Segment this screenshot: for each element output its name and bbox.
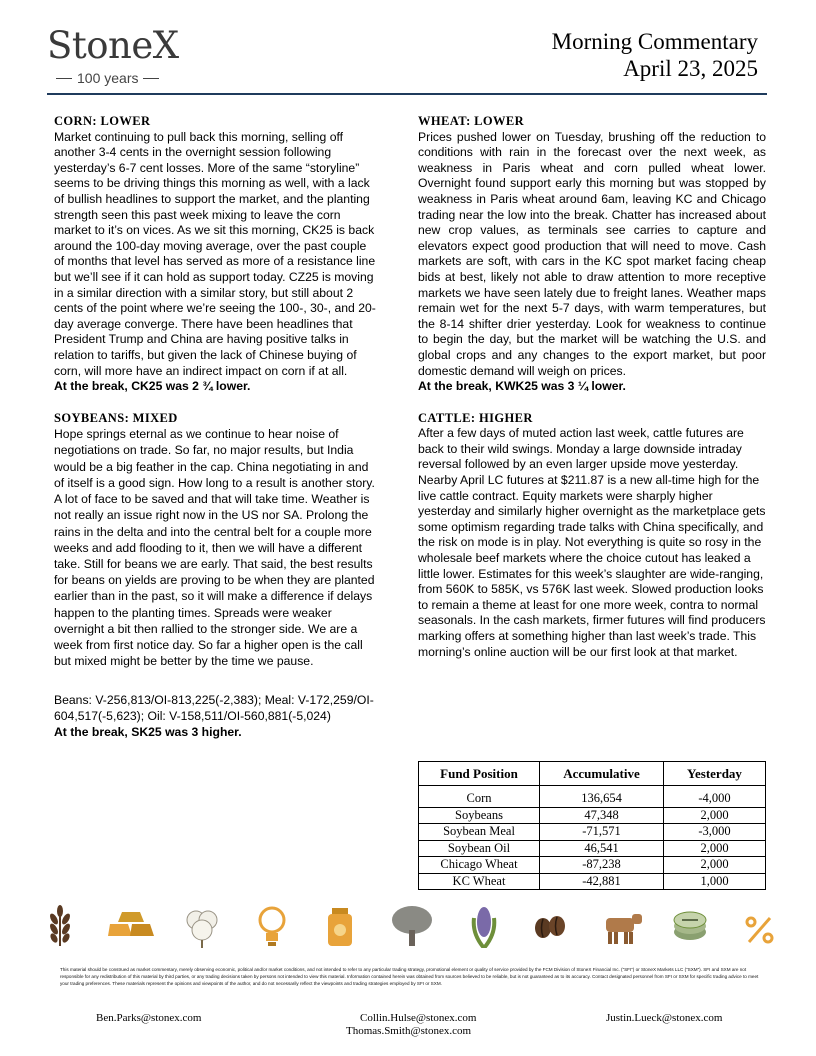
cattle-body: After a few days of muted action last week, cattle futures are back to their wild swings. Monday a large downside intraday reversal followed by an even larger upside move yesterday. Nearby April LC futures at $211.87 is a new all-time high for the live cattle contract. Equity markets were sharply higher yesterday and similarly higher overnight as the marketplace gets some optimism regarding trade talks with China specifically, and the risk on mode is in play. Not everything is quite so rosy in the wholesale beef markets where the choice cutout has leaked a little lower. Estimates for this week’s slaughter are wide-ranging, from 560K to 585K, vs 576K last week. Slowed production looks to remain a theme at least for one more week, contra to normal seasonals. In the cash markets, firmer futures will find producers marking offers at something higher than last week’s trade. This morning’s online auction will be our first look at that market. — [418, 426, 766, 659]
footer-email-center-second[interactable]: Thomas.Smith@stonex.com — [346, 1025, 472, 1037]
table-cell: 2,000 — [664, 807, 766, 824]
left-column — [54, 114, 378, 740]
table-header-cell: Accumulative — [540, 762, 664, 786]
table-cell: Chicago Wheat — [419, 857, 540, 874]
table-cell: -4,000 — [664, 786, 766, 808]
table-cell: 136,654 — [540, 786, 664, 808]
table-cell: -42,881 — [540, 873, 664, 890]
soybeans-volumes: Beans: V-256,813/OI-813,225(-2,383); Meal: V-172,259/OI-604,517(-5,623); Oil: V-158,511/OI-560,881(-5,024) — [54, 693, 374, 723]
table-header-cell: Fund Position — [419, 762, 540, 786]
cattle-heading: CATTLE: HIGHER — [418, 410, 533, 425]
footer-email-left[interactable]: Ben.Parks@stonex.com — [96, 1012, 202, 1024]
table-cell: -71,571 — [540, 824, 664, 841]
corn-heading: CORN: LOWER — [54, 114, 151, 128]
table-row — [419, 857, 766, 874]
cattle-icon — [598, 904, 644, 948]
wheat-body: Prices pushed lower on Tuesday, brushing off the reduction to conditions with rain in the forecast over the next week, as weakness in Paris wheat and corn pulled wheat lower. Overnight found support early this morning but was stopped by weakness in Paris wheat around 6am, leaving KC and Chicago trading near the low into the break. Chatter has increased about new crop values, as terminals see carries to capture and elevators expect good production that will need to move. Cash markets are soft, with cars in the KC spot market facing cheap bids at best, likely not able to draw attention to more receptive markets we have seen lately due to freight lanes. Weather maps remain wet for the next 5-7 days, with warm temperatures, but the 8-14 shifter drier yesterday. Look for weakness to continue to begin the day, but the market will be watching the U.S. and global crops and any changes to the export market, but poor domestic demand will weigh on prices. — [418, 129, 766, 378]
table-cell: Corn — [419, 786, 540, 808]
wheat-break: At the break, KWK25 was 3 ¼ lower. — [418, 379, 626, 394]
percent-icon — [740, 904, 780, 948]
logo-years-text: 100 years — [77, 70, 139, 86]
table-cell: 46,541 — [540, 840, 664, 857]
gold-bars-icon — [108, 904, 154, 948]
money-icon — [670, 904, 710, 948]
soybeans-break: At the break, SK25 was 3 higher. — [54, 724, 242, 739]
soybeans-body: Hope springs eternal as we continue to hear noise of negotiations on trade. So far, no major results, but India would be a big feather in the cap. China negotiating in and of itself is a good sign. How long to a result is another story. A lot of face to be saved and that will take time. Weather is not really an issue right now in the US nor SA. Prolong the rains in the delta and into the central belt for a couple more weeks and add flooding to it, then we will have a different take. Still for beans we are early. That said, the best results for beans on yields are proving to be when they are planted earlier than in the past, so it will make a difference if delays happen to the planting times. Spreads were weaker overnight a bit then rallied to the stronger side. We are a week from first notice day. So far a higher open is the call but mixed might be better by the time we pause. — [54, 427, 375, 669]
legal-disclaimer: This material should be construed as market commentary, merely observing economic, political and/or market conditions, and not intended to refer to any particular trading strategy, promotional element or quality of service provided by the FCM Division of StoneX Financial Inc. (“SFI”) or StoneX Markets LLC (“SXM”). SFI and SXM are not responsible for any redistribution of this material by third parties, or any trading decisions taken by persons not intended to view this material. Information contained herein was obtained from sources believed to be reliable, but is not guaranteed as to its accuracy. Contact designated personnel from SFI or SXM for specific trading advice to meet your trading preferences. These materials represent the opinions and viewpoints of the author, and do not necessarily reflect the viewpoints and trading strategies employed by SFI or SXM. — [60, 967, 759, 986]
header-divider — [47, 93, 767, 95]
lightbulb-icon — [252, 904, 292, 948]
table-cell: Soybeans — [419, 807, 540, 824]
corn-break: At the break, CK25 was 2 ¾ lower. — [54, 379, 251, 394]
table-cell: 2,000 — [664, 857, 766, 874]
tree-icon — [390, 904, 434, 948]
table-row — [419, 824, 766, 841]
wheat-icon — [40, 904, 80, 948]
wheat-heading: WHEAT: LOWER — [418, 114, 525, 128]
footer-email-center[interactable]: Collin.Hulse@stonex.com — [360, 1012, 477, 1024]
table-cell: -87,238 — [540, 857, 664, 874]
table-cell: Soybean Oil — [419, 840, 540, 857]
honey-jar-icon — [320, 904, 360, 948]
logo-tagline — [51, 70, 179, 86]
table-cell: -3,000 — [664, 824, 766, 841]
table-cell: 1,000 — [664, 873, 766, 890]
table-row — [419, 840, 766, 857]
cotton-icon — [182, 904, 222, 948]
soybeans-heading: SOYBEANS: MIXED — [54, 410, 178, 425]
corn-icon — [464, 904, 504, 948]
logo-name: StoneX — [47, 24, 179, 67]
table-row — [419, 786, 766, 808]
page-title: Morning Commentary — [551, 29, 758, 54]
table-cell: KC Wheat — [419, 873, 540, 890]
table-header-row — [419, 762, 766, 786]
table-row — [419, 873, 766, 890]
table-header-cell: Yesterday — [664, 762, 766, 786]
table-cell: 2,000 — [664, 840, 766, 857]
fund-position-table — [418, 761, 766, 890]
table-row — [419, 807, 766, 824]
stonex-logo — [47, 24, 207, 86]
table-cell: 47,348 — [540, 807, 664, 824]
footer-email-right[interactable]: Justin.Lueck@stonex.com — [606, 1012, 723, 1024]
corn-body: Market continuing to pull back this morning, selling off another 3-4 cents in the overnight session following yesterday’s 6-7 cent losses. More of the same “storyline” seems to be driving things this morning as well, with a lack of bullish headlines to support the market, and the planting strength seen this past week mixing to leave the corn market to it’s on vices. As we sit this morning, CK25 is back around the 100-day moving average, over the past couple of months that level has served as more of a resistance line but we’ll see if it can hold as support today. CZ25 is moving in a similar direction with a similar story, but still about 2 cents of the point where we’re seeing the 100-, 30-, and 20-day average converge. There have been headlines that President Trump and China are having positive talks in relation to tariffs, but given the lack of Chinese buying of corn, will more have an indirect impact on corn if at all. — [54, 129, 376, 378]
table-cell: Soybean Meal — [419, 824, 540, 841]
header-title-block — [552, 28, 758, 82]
commodity-icon-strip — [40, 904, 780, 948]
page-date: April 23, 2025 — [623, 56, 758, 81]
right-column — [418, 114, 766, 660]
coffee-beans-icon — [530, 904, 570, 948]
